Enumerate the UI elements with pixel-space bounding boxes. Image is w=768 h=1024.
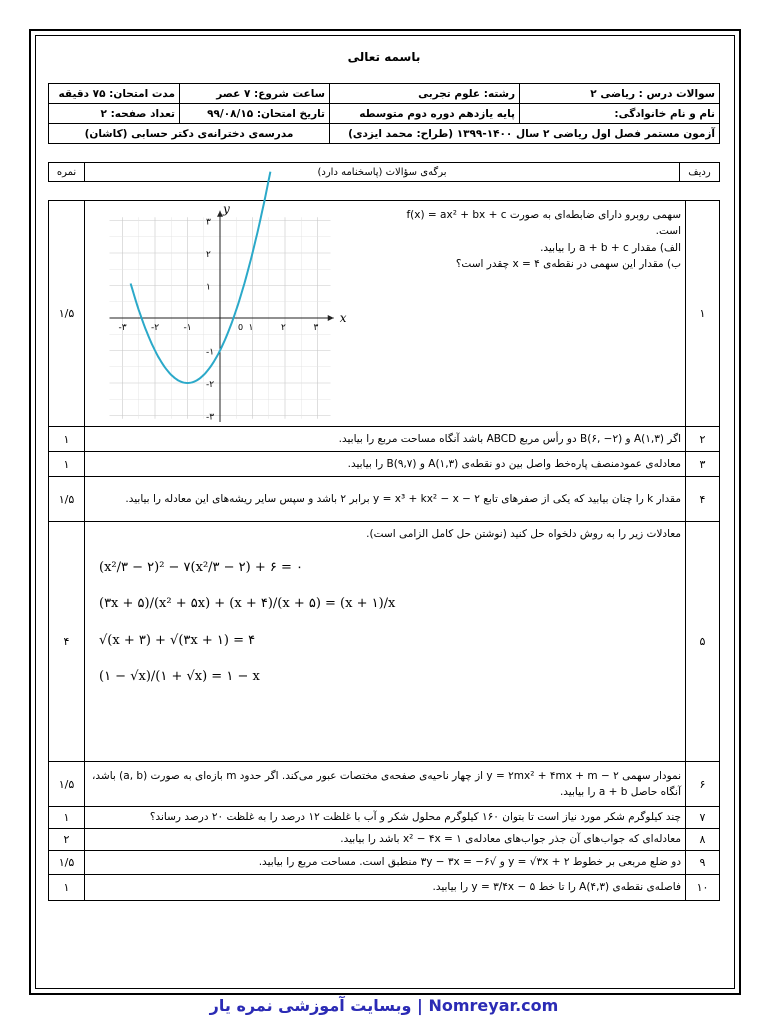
field-cell: رشته: علوم تجربی [330, 84, 520, 104]
question-row [49, 762, 720, 807]
question-number: ۱ [686, 201, 720, 427]
question-score: ۱/۵ [49, 201, 85, 427]
question-number: ۸ [686, 829, 720, 851]
question-number: ۶ [686, 762, 720, 807]
course-cell: سوالات درس : ریاضی ۲ [520, 84, 720, 104]
score-header: نمره [49, 163, 85, 182]
equation: √(x + ۳) + √(۳x + ۱) = ۴ [99, 632, 256, 648]
question-score: ۴ [49, 522, 85, 762]
question-score: ۱/۵ [49, 851, 85, 875]
q5-intro: معادلات زیر را به روش دلخواه حل کنید (نوشتن حل کامل الزامی است). [366, 528, 681, 540]
exam-info-cell: آزمون مستمر فصل اول ریاضی ۲ سال ۱۴۰۰-۱۳۹۹ (طراح: محمد ایزدی) [330, 124, 720, 144]
question-score: ۲ [49, 829, 85, 851]
question-number: ۲ [686, 427, 720, 452]
exam-header-table [48, 83, 720, 144]
question-text: فاصله‌ی نقطه‌ی A(۴,۳) را تا خط y = ۳/۴x − ۵ را بیابید. [85, 875, 686, 901]
x-tick-label: ۳ [313, 323, 319, 333]
page-count-cell: تعداد صفحه: ۲ [49, 104, 180, 124]
question-text: چند کیلوگرم شکر مورد نیاز است تا بتوان ۱۶۰ کیلوگرم محلول شکر و آب با غلظت ۱۲ درصد را به غلظت ۲۰ درصد رساند؟ [85, 807, 686, 829]
question-number: ۵ [686, 522, 720, 762]
question-score: ۱ [49, 807, 85, 829]
question-number: ۴ [686, 477, 720, 522]
question-row [49, 875, 720, 901]
question-score: ۱ [49, 427, 85, 452]
question-number: ۷ [686, 807, 720, 829]
x-axis-label: x [339, 311, 347, 325]
question-row [49, 851, 720, 875]
equation: (۱ − √x)/(۱ + √x) = ۱ − x [99, 668, 260, 684]
question-number: ۱۰ [686, 875, 720, 901]
y-tick-label: ۲ [206, 250, 211, 260]
question-row [49, 427, 720, 452]
website-footer: Nomreyar.com | وبسایت آموزشی نمره یار [209, 996, 559, 1015]
y-tick-label: -۳ [206, 412, 215, 423]
question-text: نمودار سهمی y = ۲mx² + ۴mx + m − ۲ از چهار ناحیه‌ی صفحه‌ی مختصات عبور می‌کند. اگر حدود m بازه‌ای به صورت (a, b) باشد، آنگاه حاصل a + b را بیابید. [85, 762, 686, 807]
origin-label: 0 [238, 323, 244, 332]
question-text: معادله‌ای که جواب‌های آن جذر جواب‌های معادله‌ی x² − ۴x = ۱ باشد را بیابید. [85, 829, 686, 851]
grade-cell: پایه یازدهم دوره دوم متوسطه [330, 104, 520, 124]
question-number: ۳ [686, 452, 720, 477]
question-score: ۱ [49, 452, 85, 477]
question-text: دو ضلع مربعی بر خطوط y = √۳x + ۲ و √۳y − ۳x = −۶ منطبق است. مساحت مربع را بیابید. [85, 851, 686, 875]
y-tick-label: ۱ [206, 282, 211, 293]
x-tick-label: -۳ [118, 323, 127, 333]
x-tick-label: ۱ [248, 323, 254, 333]
q1-line: ب) مقدار این سهمی در نقطه‌ی x = ۴ چقدر است؟ [455, 257, 681, 270]
question-row [49, 477, 720, 522]
question-text: اگر A(۱,۳) و B(۶, −۲) دو رأس مربع ABCD باشد آنگاه مساحت مربع را بیابید. [85, 427, 686, 452]
row-header: ردیف [680, 163, 720, 182]
school-cell: مدرسه‌ی دخترانه‌ی دکتر حسابی (کاشان) [49, 124, 330, 144]
question-row [49, 452, 720, 477]
start-time-cell: ساعت شروع: ۷ عصر [180, 84, 330, 104]
sheet-header: برگه‌ی سؤالات (پاسخنامه دارد) [85, 163, 680, 182]
student-name-cell: نام و نام خانوادگی: [520, 104, 720, 124]
question-text: مقدار k را چنان بیابید که یکی از صفرهای تابع y = x³ + kx² − x − ۲ برابر ۲ باشد و سپس سایر ریشه‌های این معادله را بیابید. [85, 477, 686, 522]
y-tick-label: -۲ [206, 380, 215, 390]
x-tick-label: ۲ [281, 323, 286, 333]
exam-date-cell: تاریخ امتحان: ۹۹/۰۸/۱۵ [180, 104, 330, 124]
y-tick-label: -۱ [206, 347, 215, 358]
y-axis-label: y [223, 201, 230, 216]
x-tick-label: -۱ [183, 323, 192, 333]
question-row [49, 522, 720, 762]
question-row [49, 807, 720, 829]
y-tick-label: ۳ [206, 217, 211, 228]
question-score: ۱ [49, 875, 85, 901]
equation: (۳x + ۵)/(x² + ۵x) + (x + ۴)/(x + ۵) = (x + ۱)/x [99, 596, 396, 612]
q1-line: الف) مقدار a + b + c را بیابید. [540, 241, 681, 254]
question-row [49, 829, 720, 851]
column-header-bar [48, 162, 720, 182]
duration-cell: مدت امتحان: ۷۵ دقیقه [49, 84, 180, 104]
q1-line: سهمی روبرو دارای ضابطه‌ای به صورت f(x) = ax² + bx + c [406, 209, 681, 221]
equation: (x²/۳ − ۲)² − ۷(x²/۳ − ۲) + ۶ = ۰ [99, 560, 304, 576]
question-score: ۱/۵ [49, 762, 85, 807]
question-number: ۹ [686, 851, 720, 875]
page-title: باسمه تعالی [347, 50, 421, 64]
q1-line: است. [655, 225, 681, 238]
question-text: معادله‌ی عمودمنصف پاره‌خط واصل بین دو نقطه‌ی A(۱,۳) و B(۹,۷) را بیابید. [85, 452, 686, 477]
x-axis-arrow [328, 315, 334, 321]
parabola-graph [92, 201, 347, 423]
x-tick-label: -۲ [151, 323, 160, 333]
question-score: ۱/۵ [49, 477, 85, 522]
